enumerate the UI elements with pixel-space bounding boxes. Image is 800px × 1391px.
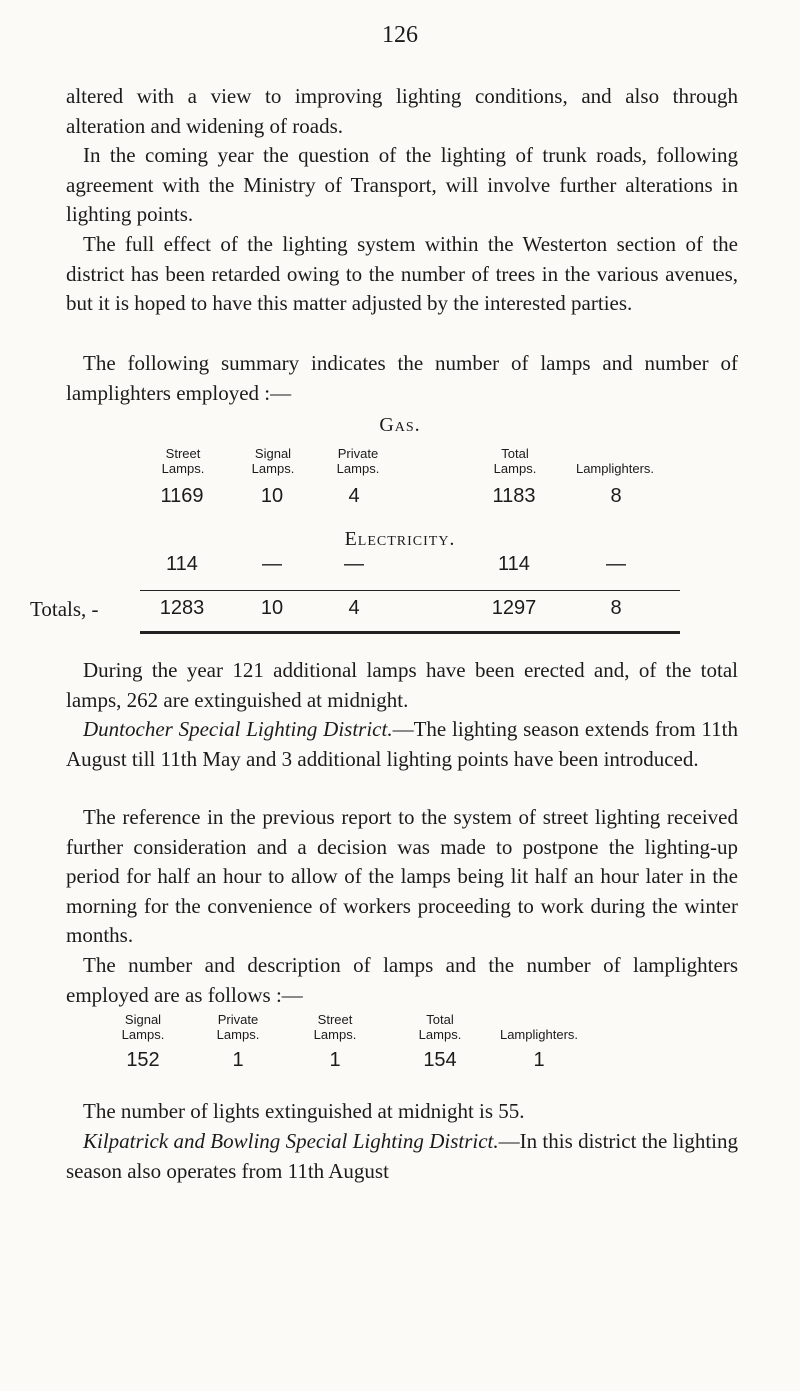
electricity-caption: Electricity.: [344, 528, 456, 550]
paragraph-10: [66, 1127, 738, 1186]
t2-total-lamps: 154: [423, 1049, 457, 1071]
t2-header-lamplighters: Lamplighters.: [499, 1027, 579, 1042]
gas-street-lamps: 1169: [160, 485, 204, 507]
electricity-private-lamps: —: [344, 553, 364, 575]
totals-total-lamps: 1297: [491, 597, 537, 619]
electricity-lamplighters: —: [606, 553, 626, 575]
gas-signal-lamps: 10: [260, 485, 284, 507]
t2-header-signal-lamps: Signal Lamps.: [121, 1012, 165, 1042]
subtotal-rule: [140, 590, 680, 591]
header-private-lamps: Private Lamps.: [336, 446, 380, 476]
t2-signal-lamps: 152: [126, 1049, 160, 1071]
gas-caption: Gas.: [379, 414, 421, 436]
totals-private-lamps: 4: [348, 597, 360, 619]
header-total-lamps: Total Lamps.: [493, 446, 537, 476]
t2-header-private-lamps: Private Lamps.: [216, 1012, 260, 1042]
kilpatrick-heading: Kilpatrick and Bowling Special Lighting District.: [83, 1129, 499, 1153]
paragraph-8: The number and description of lamps and the number of lamplighters employed are as follows :—: [66, 953, 738, 1007]
totals-street-lamps: 1283: [159, 597, 205, 619]
paragraph-1: altered with a view to improving lighting conditions, and also through alteration and widening of roads.: [66, 84, 738, 138]
t2-street-lamps: 1: [329, 1049, 341, 1071]
t2-header-street-lamps: Street Lamps.: [313, 1012, 357, 1042]
t2-private-lamps: 1: [232, 1049, 244, 1071]
header-lamplighters: Lamplighters.: [575, 461, 655, 476]
duntocher-heading: Duntocher Special Lighting District.: [83, 717, 393, 741]
kilpatrick-text: —In this district the lighting season also operates from 11th August: [66, 1129, 739, 1183]
totals-rule: [140, 631, 680, 634]
gas-private-lamps: 4: [348, 485, 360, 507]
totals-label: Totals, -: [30, 597, 99, 621]
gas-total-lamps: 1183: [492, 485, 536, 507]
page-number: 126: [382, 22, 418, 48]
header-signal-lamps: Signal Lamps.: [251, 446, 295, 476]
header-street-lamps: Street Lamps.: [161, 446, 205, 476]
paragraph-5: During the year 121 additional lamps have been erected and, of the total lamps, 262 are extinguished at midnight.: [66, 658, 738, 712]
electricity-street-lamps: 114: [166, 553, 198, 575]
electricity-signal-lamps: —: [262, 553, 282, 575]
paragraph-7: The reference in the previous report to the system of street lighting received further consideration and a decision was made to postpone the lighting-up period for half an hour to allow of the lamps being lit half an hour later in the morning for the convenience of workers proceeding to work during the winter months.: [66, 805, 738, 948]
t2-header-total-lamps: Total Lamps.: [418, 1012, 462, 1042]
paragraph-6: [66, 715, 738, 774]
gas-lamplighters: 8: [610, 485, 622, 507]
paragraph-3: The full effect of the lighting system within the Westerton section of the district has been retarded owing to the number of trees in the various avenues, but it is hoped to have this matter adjusted by the interested parties.: [66, 232, 738, 316]
paragraph-2: In the coming year the question of the lighting of trunk roads, following agreement with the Ministry of Transport, will involve further alterations in lighting points.: [66, 143, 738, 227]
duntocher-text: —The lighting season extends from 11th August till 11th May and 3 additional lighting points have been introduced.: [66, 717, 738, 771]
totals-lamplighters: 8: [610, 597, 622, 619]
totals-signal-lamps: 10: [260, 597, 284, 619]
electricity-total-lamps: 114: [498, 553, 530, 575]
paragraph-9: The number of lights extinguished at midnight is 55.: [83, 1099, 525, 1123]
paragraph-4: The following summary indicates the number of lamps and number of lamplighters employed :—: [66, 351, 738, 405]
t2-lamplighters: 1: [533, 1049, 545, 1071]
